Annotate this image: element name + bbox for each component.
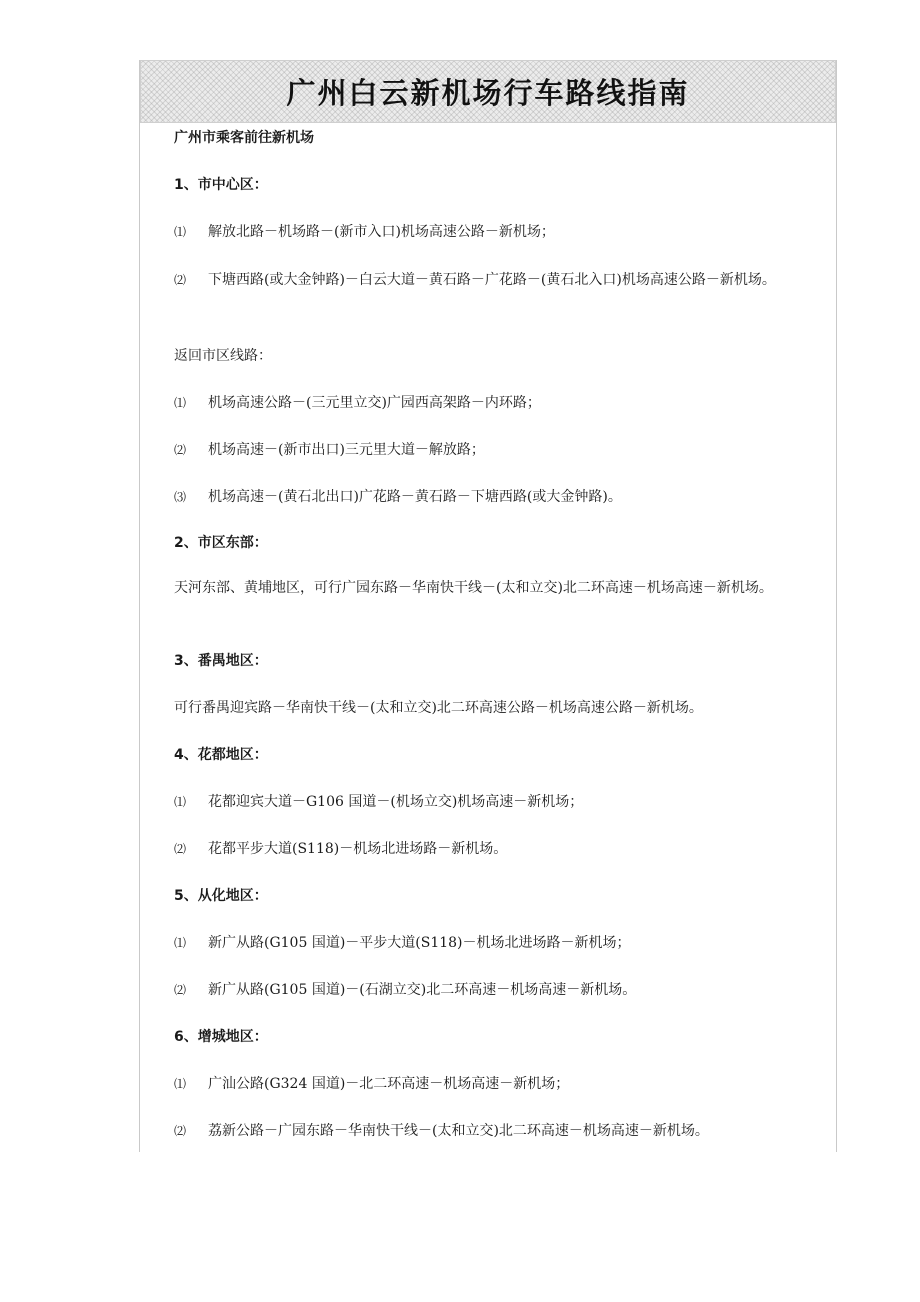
section-5-route-2 <box>140 976 872 1004</box>
section-5-heading: 5、从化地区： <box>174 888 268 904</box>
route-text: 广汕公路(G324 国道)－北二环高速－机场高速－新机场； <box>208 1076 570 1092</box>
route-text: 机场高速－(新市出口)三元里大道－解放路； <box>208 442 485 458</box>
route-text: 下塘西路(或大金钟路)－白云大道－黄石路－广花路－(黄石北入口)机场高速公路－新机场。 <box>208 272 776 288</box>
route-number: ⑵ <box>174 983 187 997</box>
route-number: ⑵ <box>174 443 187 457</box>
intro-heading: 广州市乘客前往新机场 <box>174 130 314 146</box>
section-4-route-1 <box>140 788 872 816</box>
page-title: 广州白云新机场行车路线指南 <box>286 76 690 110</box>
route-number: ⑵ <box>174 842 187 856</box>
route-number: ⑶ <box>174 490 187 504</box>
route-number: ⑴ <box>174 795 187 809</box>
section-2-text: 天河东部、黄埔地区，可行广园东路－华南快干线－(太和立交)北二环高速－机场高速－新机场。 <box>174 580 773 596</box>
section-4-route-2 <box>140 835 872 863</box>
route-number: ⑴ <box>174 936 187 950</box>
section-6-heading: 6、增城地区： <box>174 1029 268 1045</box>
route-text: 新广从路(G105 国道)－(石湖立交)北二环高速－机场高速－新机场。 <box>208 982 637 998</box>
return-route-3 <box>140 483 872 511</box>
section-1-route-2 <box>140 265 828 296</box>
route-text: 机场高速－(黄石北出口)广花路－黄石路－下塘西路(或大金钟路)。 <box>208 489 622 505</box>
document-page <box>139 60 837 1152</box>
route-text: 荔新公路－广园东路－华南快干线－(太和立交)北二环高速－机场高速－新机场。 <box>208 1123 709 1139</box>
section-4-heading: 4、花都地区： <box>174 747 268 763</box>
section-5-route-1 <box>140 929 872 957</box>
section-6-route-1 <box>140 1070 872 1098</box>
section-1-heading: 1、市中心区： <box>174 177 268 193</box>
section-3-heading: 3、番禺地区： <box>174 653 268 669</box>
route-text: 机场高速公路－(三元里立交)广园西高架路－内环路； <box>208 395 541 411</box>
route-number: ⑵ <box>174 273 187 287</box>
return-route-2 <box>140 436 872 464</box>
route-number: ⑵ <box>174 1124 187 1138</box>
title-banner <box>140 60 836 123</box>
route-text: 花都平步大道(S118)－机场北进场路－新机场。 <box>208 841 508 857</box>
section-1-route-1 <box>140 218 872 246</box>
route-number: ⑴ <box>174 1077 187 1091</box>
return-routes-label: 返回市区线路： <box>174 348 272 364</box>
return-route-1 <box>140 389 872 417</box>
route-text: 新广从路(G105 国道)－平步大道(S118)－机场北进场路－新机场； <box>208 935 631 951</box>
section-6-route-2 <box>140 1117 872 1145</box>
route-text: 解放北路－机场路－(新市入口)机场高速公路－新机场； <box>208 224 555 240</box>
route-number: ⑴ <box>174 225 187 239</box>
section-2-heading: 2、市区东部： <box>174 535 268 551</box>
section-3-text: 可行番禺迎宾路－华南快干线－(太和立交)北二环高速公路－机场高速公路－新机场。 <box>174 700 703 716</box>
route-text: 花都迎宾大道－G106 国道－(机场立交)机场高速－新机场； <box>208 794 584 810</box>
route-number: ⑴ <box>174 396 187 410</box>
